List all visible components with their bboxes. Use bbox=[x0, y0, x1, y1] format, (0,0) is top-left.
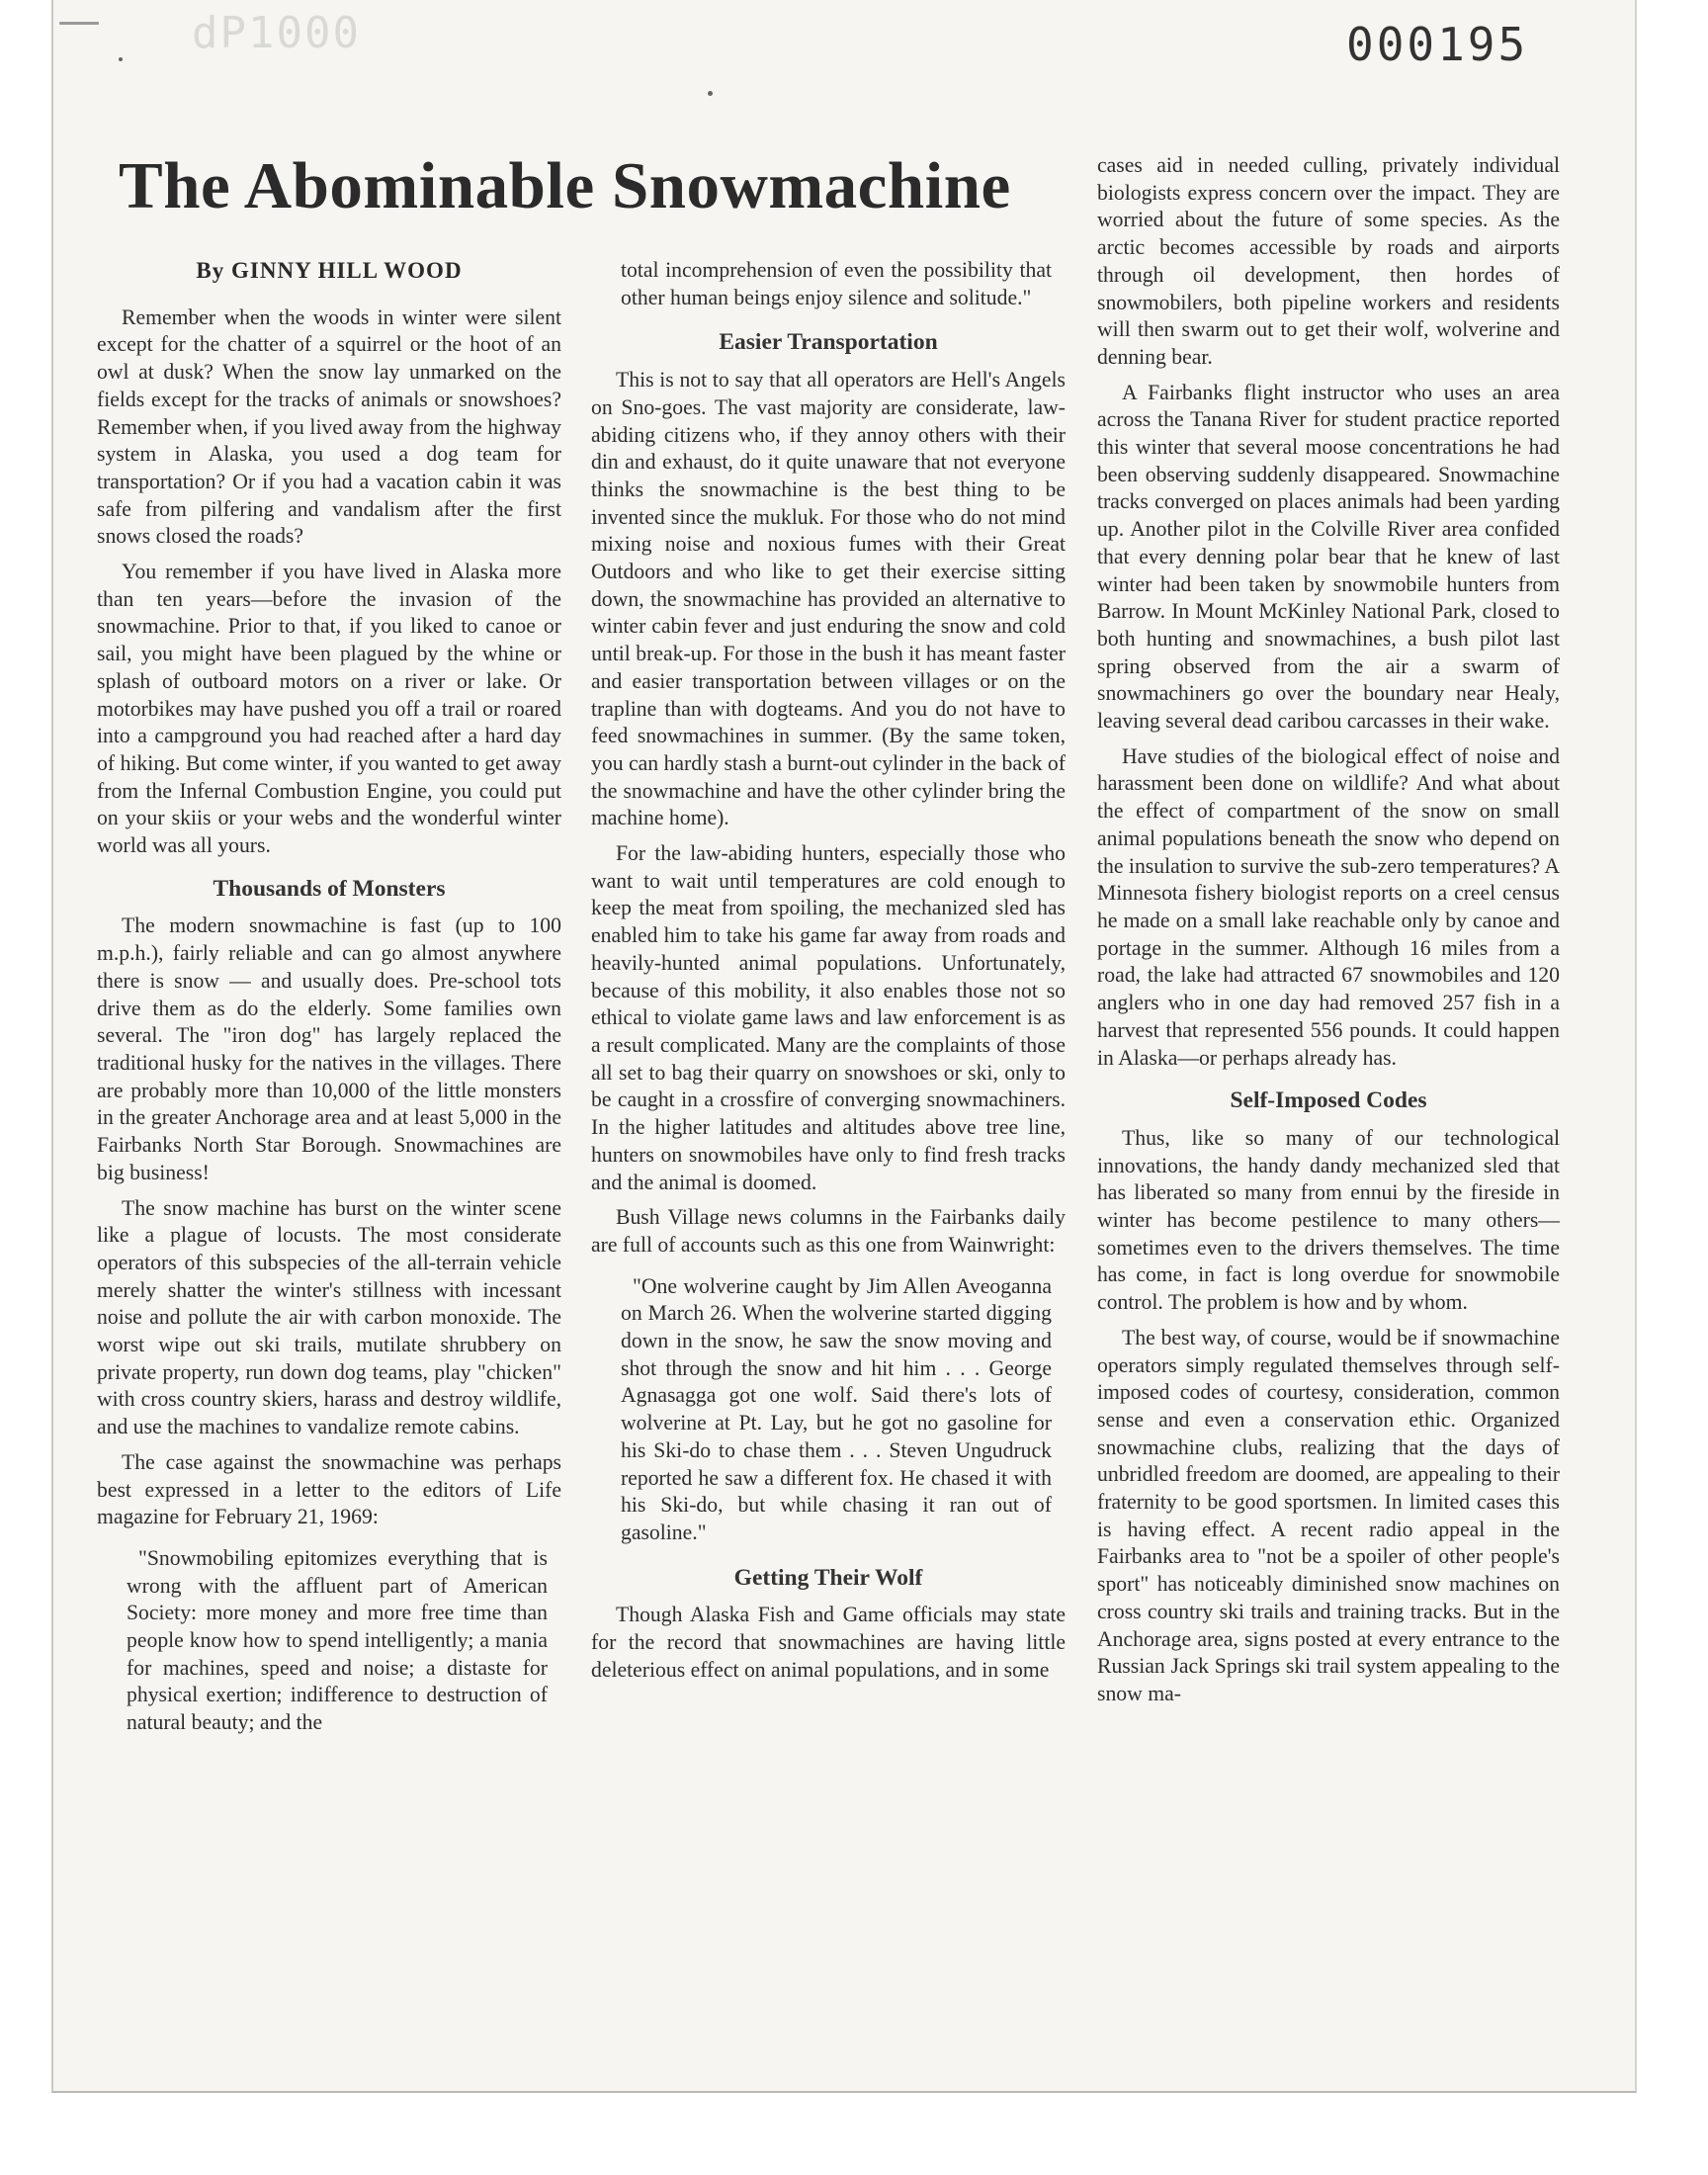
paragraph: You remember if you have lived in Alaska more than ten years—before the invasion of the snowmachine. Prior to that, if you liked to canoe or sail, you might have been plagued by the whine or splash of outboard motors on a river or lake. Or motorbikes may have pushed you off a trail or roared into a campground you had reached after a hard day of hiking. But come winter, if you wanted to get away from the Infernal Combustion Engine, you could put on your skiis or your webs and the wonderful winter world was all yours. bbox=[97, 560, 561, 858]
paragraph: Remember when the woods in winter were silent except for the chatter of a squirrel or the hoot of an owl at dusk? When the snow lay unmarked on the fields except for the tracks of animals or snowshoes? Remember when, if you lived away from the highway system in Alaska, you used a dog team for transportation? Or if you had a vacation cabin it was safe from pilfering and vandalism after the first snows closed the roads? bbox=[97, 304, 561, 549]
subheading: Getting Their Wolf bbox=[733, 1564, 923, 1591]
quote-text: "Snowmobiling epitomizes everything that is wrong with the affluent part of American Society: more money and more free time than people know how to spend intelligently; a mania for machines, speed and noise; a distaste for physical exertion; indifference to destruction of natural beauty; and the bbox=[127, 1545, 548, 1735]
quote-text: total incomprehension of even the possibility that other human beings enjoy silence and solitude." bbox=[621, 258, 1052, 309]
paragraph: The modern snowmachine is fast (up to 100 m.p.h.), fairly reliable and can go almost anywhere there is snow — and usually does. Pre-school tots drive them as do the elderly. Some families own several. The "iron dog" has largely replaced the traditional husky for the natives in the villages. There are probably more than 10,000 of the little monsters in the greater Anchorage area and at least 5,000 in the Fairbanks North Star Borough. Snowmachines are big business! bbox=[97, 914, 561, 1184]
block-quote bbox=[621, 257, 1052, 311]
paragraph: Have studies of the biological effect of noise and harassment been done on wildlife? And what about the effect of compartment of the snow on small animal populations beneath the snow who depend on the insulation to survive the sub-zero temperatures? A Minnesota fishery biologist reports on a creel census he made on a small lake reachable only by canoe and portage in the summer. Although 16 miles from a road, the lake had attracted 67 snowmobiles and 120 anglers who in one day had removed 257 fish in a harvest that represented 556 pounds. It could happen in Alaska—or perhaps already has. bbox=[1097, 743, 1560, 1070]
subheading: Self-Imposed Codes bbox=[1230, 1088, 1427, 1114]
paragraph: The case against the snowmachine was perhaps best expressed in a letter to the editors of Life magazine for February 21, 1969: bbox=[97, 1449, 561, 1529]
scan-speck bbox=[119, 57, 123, 61]
paragraph: A Fairbanks flight instructor who uses an area across the Tanana River for student practice reported this winter that several moose concentrations he had been observing suddenly disappeared. Snowmachine tracks converged on places animals had been yarding up. Another pilot in the Colville River area confided that every denning polar bear that he knew of last winter had been taken by snowmobile hunters from Barrow. In Mount McKinley National Park, closed to both hunting and snowmachines, a bush pilot last spring observed from the air a swarm of snowmachiners go over the boundary near Healy, leaving several dead caribou carcasses in their wake. bbox=[1097, 380, 1560, 734]
paragraph: Bush Village news columns in the Fairbanks daily are full of accounts such as this one from Wainwright: bbox=[591, 1205, 1066, 1257]
paragraph: Thus, like so many of our technological innovations, the handy dandy mechanized sled that has liberated so many from ennui by the fireside in winter has become pestilence to many others—sometimes even to the drivers themselves. The time has come, in fact is long overdue for snowmobile control. The problem is how and by whom. bbox=[1097, 1125, 1560, 1315]
paragraph: For the law-abiding hunters, especially those who want to wait until temperatures are cold enough to keep the meat from spoiling, the mechanized sled has enabled him to take his game far away from roads and heavily-hunted animal populations. Unfortunately, because of this mobility, it also enables those not so ethical to violate game laws and law enforcement is as a result complicated. Many are the complaints of those all set to bag their quarry on snowshoes or ski, only to be caught in a crossfire of converging snowmachiners. In the higher latitudes and altitudes above tree line, hunters on snowmobiles have only to find fresh tracks and the animal is doomed. bbox=[591, 841, 1066, 1194]
paragraph: The snow machine has burst on the winter scene like a plague of locusts. The most considerate operators of this subspecies of the all-terrain vehicle merely shatter the winter's stillness with incessant noise and pollute the air with carbon monoxide. The worst wipe out ski trails, mutilate shrubbery on private property, run down dog teams, play "chicken" with cross country skiers, harass and destroy wildlife, and use the machines to vandalize remote cabins. bbox=[97, 1195, 561, 1439]
block-quote bbox=[621, 1273, 1052, 1547]
paragraph: The best way, of course, would be if snowmachine operators simply regulated themselves through self-imposed codes of courtesy, consideration, common sense and even a conservation ethic. Organized snowmachine clubs, realizing that the days of unbridled freedom are doomed, are appealing to their fraternity to be good sportsmen. In limited cases this is having effect. A recent radio appeal in the Fairbanks area to "not be a spoiler of other people's sport" has noticeably diminished snow machines on cross country ski trails and training tracks. But in the Anchorage area, signs posted at every entrance to the Russian Jack Springs ski trail system appealing to the snow ma- bbox=[1097, 1325, 1560, 1705]
subheading: Easier Transportation bbox=[719, 329, 938, 356]
column-2 bbox=[591, 257, 1066, 1692]
scan-speck bbox=[708, 91, 713, 96]
paragraph: This is not to say that all operators are Hell's Angels on Sno-goes. The vast majority are considerate, law-abiding citizens who, if they annoy others with their din and exhaust, do it quite unaware that not everyone thinks the snowmachine is the best thing to be invented since the mukluk. For those who do not mind mixing noise and noxious fumes with their Great Outdoors and who like to get their exercise sitting down, the snowmachine has provided an alternative to winter cabin fever and just enduring the snow and cold until break-up. For those in the bush it has meant faster and easier transportation between villages or on the trapline than with dogteams. And you do not have to feed snowmachines in summer. (By the same token, you can hardly stash a burnt-out cylinder in the back of the snowmachine and have the other cylinder bring the machine home). bbox=[591, 368, 1066, 830]
document-number: 000195 bbox=[1346, 18, 1529, 71]
quote-text: "One wolverine caught by Jim Allen Aveoganna on March 26. When the wolverine started digging down in the snow, he saw the snow moving and shot through the snow and hit him . . . George Agnasagga got one wolf. Said there's lots of wolverine at Pt. Lay, but he got no gasoline for his Ski-do to chase them . . . Steven Ungudruck reported he saw a different fox. He chased it with his Ski-do, but while chasing it ran out of gasoline." bbox=[621, 1273, 1052, 1544]
subheading: Thousands of Monsters bbox=[213, 875, 446, 902]
scan-mark bbox=[59, 22, 99, 25]
article-title: The Abominable Snowmachine bbox=[119, 149, 1011, 222]
column-1 bbox=[97, 257, 561, 1755]
byline: By GINNY HILL WOOD bbox=[196, 258, 463, 283]
paragraph: cases aid in needed culling, privately individual biologists express concern over the impact. They are worried about the future of some species. As the arctic becomes accessible by roads and airports through oil development, then hordes of snowmobilers, both pipeline workers and residents will then swarm out to get their wolf, wolverine and denning bear. bbox=[1097, 153, 1560, 369]
column-3 bbox=[1097, 152, 1560, 1716]
paragraph: Though Alaska Fish and Game officials may state for the record that snowmachines are having little deleterious effect on animal populations, and in some bbox=[591, 1603, 1066, 1682]
block-quote bbox=[127, 1545, 548, 1737]
faint-stamp: dP1000 bbox=[192, 8, 361, 58]
